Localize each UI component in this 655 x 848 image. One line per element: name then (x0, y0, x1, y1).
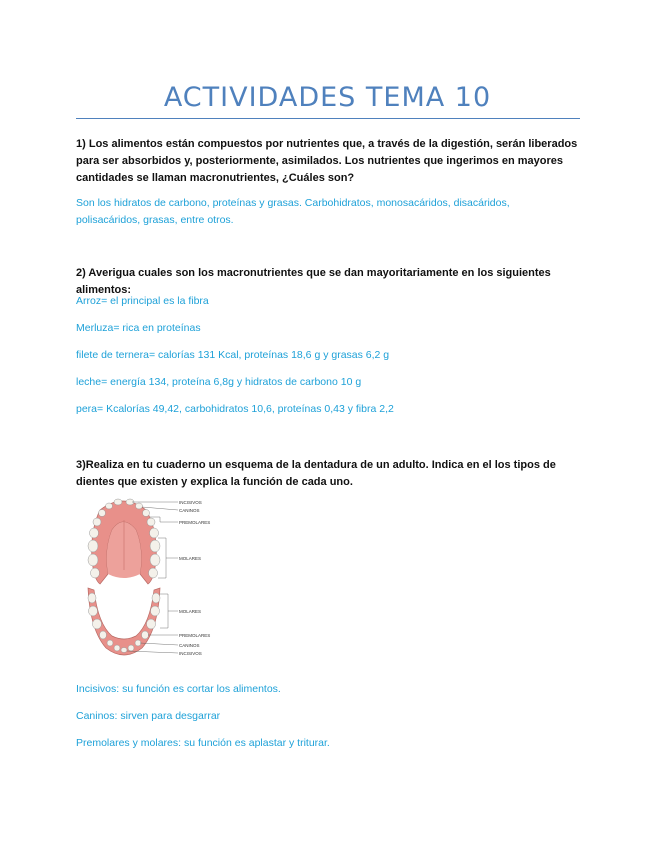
question-3 (76, 457, 576, 491)
answer-3-caninos: Caninos: sirven para desgarrar (76, 710, 221, 722)
upper-arch (88, 499, 160, 584)
page-title: ACTIVIDADES TEMA 10 (163, 82, 492, 113)
label-caninos-lower: CANINOS (179, 643, 200, 648)
question-3-number: 3 (76, 459, 83, 471)
label-premolares-lower: PREMOLARES (179, 633, 211, 638)
answer-2-ternera: filete de ternera= calorías 131 Kcal, proteínas 18,6 g y grasas 6,2 g (76, 349, 390, 361)
answer-2-merluza: Merluza= rica en proteínas (76, 322, 201, 334)
label-premolares-upper: PREMOLARES (179, 520, 211, 525)
answer-1: Son los hidratos de carbono, proteínas y grasas. Carbohidratos, monosacáridos, disacáridos, polisacáridos, grasas, entre otros. (76, 197, 510, 226)
label-caninos-upper: CANINOS (179, 508, 200, 513)
label-incisivos-lower: INCISIVOS (179, 651, 202, 656)
answer-2-leche: leche= energía 134, proteína 6,8g y hidratos de carbono 10 g (76, 376, 362, 388)
question-2-text: ) Averigua cuales son los macronutrientes que se dan mayoritariamente en los siguientes alimentos: (76, 267, 551, 296)
dentition-diagram (78, 490, 218, 670)
question-2-number: 2 (76, 267, 83, 279)
question-1 (76, 136, 586, 187)
label-molares-upper: MOLARES (179, 556, 202, 561)
answer-2-arroz: Arroz= el principal es la fibra (76, 295, 209, 307)
question-1-text: ) Los alimentos están compuestos por nutrientes que, a través de la digestión, serán liberados para ser absorbidos y, posteriormente, asimilados. Los nutrientes que ingerimos en mayores cantidades se llaman macronutrientes, ¿Cuáles son? (76, 138, 578, 184)
question-1-number: 1 (76, 138, 83, 150)
answer-3-premolares-molares: Premolares y molares: su función es aplastar y triturar. (76, 737, 330, 749)
question-3-text: )Realiza en tu cuaderno un esquema de la dentadura de un adulto. Indica en el los tipos de dientes que existen y explica la función de cada uno. (76, 459, 556, 488)
label-molares-lower: MOLARES (179, 609, 202, 614)
title-underline (76, 118, 580, 119)
answer-3-incisivos: Incisivos: su función es cortar los alimentos. (76, 683, 281, 695)
lower-arch (88, 588, 160, 655)
label-incisivos-upper: INCISIVOS (179, 500, 202, 505)
answer-2-pera: pera= Kcalorías 49,42, carbohidratos 10,6, proteínas 0,43 y fibra 2,2 (76, 403, 394, 415)
